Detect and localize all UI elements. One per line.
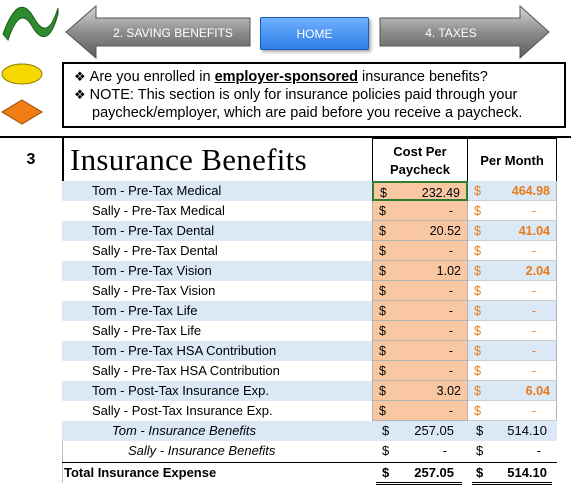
total-currency-month: $ (476, 465, 484, 480)
per-month-value: - (531, 404, 536, 418)
double-underline-month (472, 482, 552, 485)
per-month-value: - (531, 284, 536, 298)
table-row (62, 361, 557, 381)
row-label: Sally - Pre-Tax Vision (92, 283, 216, 298)
back-button-label[interactable]: 2. SAVING BENEFITS (113, 26, 233, 40)
row-label: Tom - Post-Tax Insurance Exp. (92, 383, 270, 398)
yellow-oval-shape-icon (2, 64, 42, 84)
total-per-month: 514.10 (507, 465, 547, 480)
total-label: Total Insurance Expense (64, 465, 217, 480)
per-month-value: - (531, 204, 536, 218)
per-month-value: 2.04 (525, 264, 550, 278)
enrollment-question: ❖ Are you enrolled in employer-sponsored insurance benefits? (74, 69, 488, 85)
table-row (62, 381, 557, 401)
per-paycheck-value: - (448, 364, 453, 378)
per-paycheck-input-cell[interactable]: $ 20.52 (372, 221, 468, 241)
per-month-cell: $ 464.98 (468, 181, 557, 201)
per-paycheck-input-cell[interactable]: $ - (372, 341, 468, 361)
instruction-note-box (62, 62, 566, 128)
total-per-paycheck: 257.05 (414, 465, 454, 480)
row-label: Tom - Pre-Tax HSA Contribution (92, 343, 277, 358)
table-row (62, 181, 557, 201)
table-row (62, 281, 557, 301)
row-label: Sally - Post-Tax Insurance Exp. (92, 403, 273, 418)
per-month-cell: $ - (468, 241, 557, 261)
per-paycheck-value: 20.52 (429, 224, 461, 238)
per-month-value: - (531, 344, 536, 358)
per-paycheck-input-cell[interactable]: $ - (372, 301, 468, 321)
home-button-label: HOME (296, 26, 333, 41)
subtotal-per-paycheck: - (442, 443, 447, 458)
row-label: Sally - Pre-Tax HSA Contribution (92, 363, 280, 378)
per-month-value: 6.04 (525, 384, 550, 398)
per-month-cell: $ - (468, 301, 557, 321)
per-paycheck-input-cell[interactable]: $ - (372, 241, 468, 261)
table-row (62, 301, 557, 321)
per-paycheck-input-cell[interactable]: $ 1.02 (372, 261, 468, 281)
row-label: Sally - Pre-Tax Life (92, 323, 202, 338)
per-month-value: - (531, 324, 536, 338)
per-month-cell: $ - (468, 281, 557, 301)
per-paycheck-input-cell[interactable]: $ - (372, 201, 468, 221)
double-underline-paycheck (376, 482, 462, 485)
per-paycheck-input-cell[interactable]: $ - (372, 361, 468, 381)
row-label: Tom - Pre-Tax Dental (92, 223, 215, 238)
per-month-value: - (531, 244, 536, 258)
per-paycheck-value: 3.02 (436, 384, 461, 398)
col-header-per-month: Per Month (468, 138, 557, 181)
per-month-value: - (531, 304, 536, 318)
per-paycheck-value: - (448, 284, 453, 298)
row-label: Tom - Pre-Tax Medical (92, 183, 222, 198)
note-text-line2: paycheck/employer, which are paid before you receive a paycheck. (92, 105, 523, 121)
per-paycheck-value: - (448, 304, 453, 318)
per-month-cell: $ 2.04 (468, 261, 557, 281)
per-month-cell: $ - (468, 321, 557, 341)
subtotal-row: Tom - Insurance Benefits $ 257.05 $ 514.10 (62, 421, 557, 441)
row-label: Tom - Pre-Tax Life (92, 303, 198, 318)
subtotal-label: Sally - Insurance Benefits (128, 443, 276, 458)
table-row (62, 321, 557, 341)
table-row (62, 241, 557, 261)
subtotal-row: Sally - Insurance Benefits $ - $ - (62, 441, 557, 461)
per-paycheck-input-cell[interactable]: $ - (372, 281, 468, 301)
per-paycheck-value: - (448, 404, 453, 418)
per-paycheck-value: - (448, 344, 453, 358)
per-month-value: 464.98 (511, 184, 550, 198)
per-month-cell: $ - (468, 201, 557, 221)
orange-diamond-shape-icon (2, 100, 42, 124)
table-row (62, 201, 557, 221)
per-month-cell: $ 41.04 (468, 221, 557, 241)
per-month-cell: $ - (468, 401, 557, 421)
per-paycheck-value: 232.49 (421, 186, 460, 200)
per-month-cell: $ - (468, 341, 557, 361)
per-month-value: - (531, 364, 536, 378)
table-row (62, 221, 557, 241)
per-month-value: 41.04 (518, 224, 550, 238)
subtotal-label: Tom - Insurance Benefits (112, 423, 257, 438)
per-paycheck-input-cell[interactable]: $ 3.02 (372, 381, 468, 401)
total-currency-paycheck: $ (382, 465, 390, 480)
diamond-bullet-icon: ❖ (74, 87, 86, 102)
section-number: 3 (26, 150, 36, 168)
section-title: Insurance Benefits (62, 138, 372, 181)
table-row (62, 401, 557, 421)
per-month-cell: $ 6.04 (468, 381, 557, 401)
per-paycheck-value: - (448, 324, 453, 338)
per-paycheck-value: - (448, 244, 453, 258)
per-paycheck-value: 1.02 (436, 264, 461, 278)
next-button-label[interactable]: 4. TAXES (425, 26, 477, 40)
row-label: Sally - Pre-Tax Medical (92, 203, 225, 218)
table-row (62, 261, 557, 281)
subtotal-per-paycheck: 257.05 (414, 423, 454, 438)
row-label: Tom - Pre-Tax Vision (92, 263, 212, 278)
table-row (62, 341, 557, 361)
per-paycheck-input-cell[interactable]: $ - (372, 321, 468, 341)
per-paycheck-input-cell[interactable]: $ - (372, 401, 468, 421)
per-month-cell: $ - (468, 361, 557, 381)
col-header-cost-per-paycheck: Cost Per Paycheck (372, 138, 468, 181)
note-text: ❖ NOTE: This section is only for insurance policies paid through your (74, 87, 518, 103)
per-paycheck-input-cell[interactable]: $ 232.49 (372, 181, 468, 201)
diamond-bullet-icon: ❖ (74, 69, 86, 84)
subtotal-per-month: - (536, 443, 541, 458)
home-button[interactable] (260, 17, 369, 50)
per-paycheck-value: - (448, 204, 453, 218)
subtotal-per-month: 514.10 (507, 423, 547, 438)
row-label: Sally - Pre-Tax Dental (92, 243, 218, 258)
